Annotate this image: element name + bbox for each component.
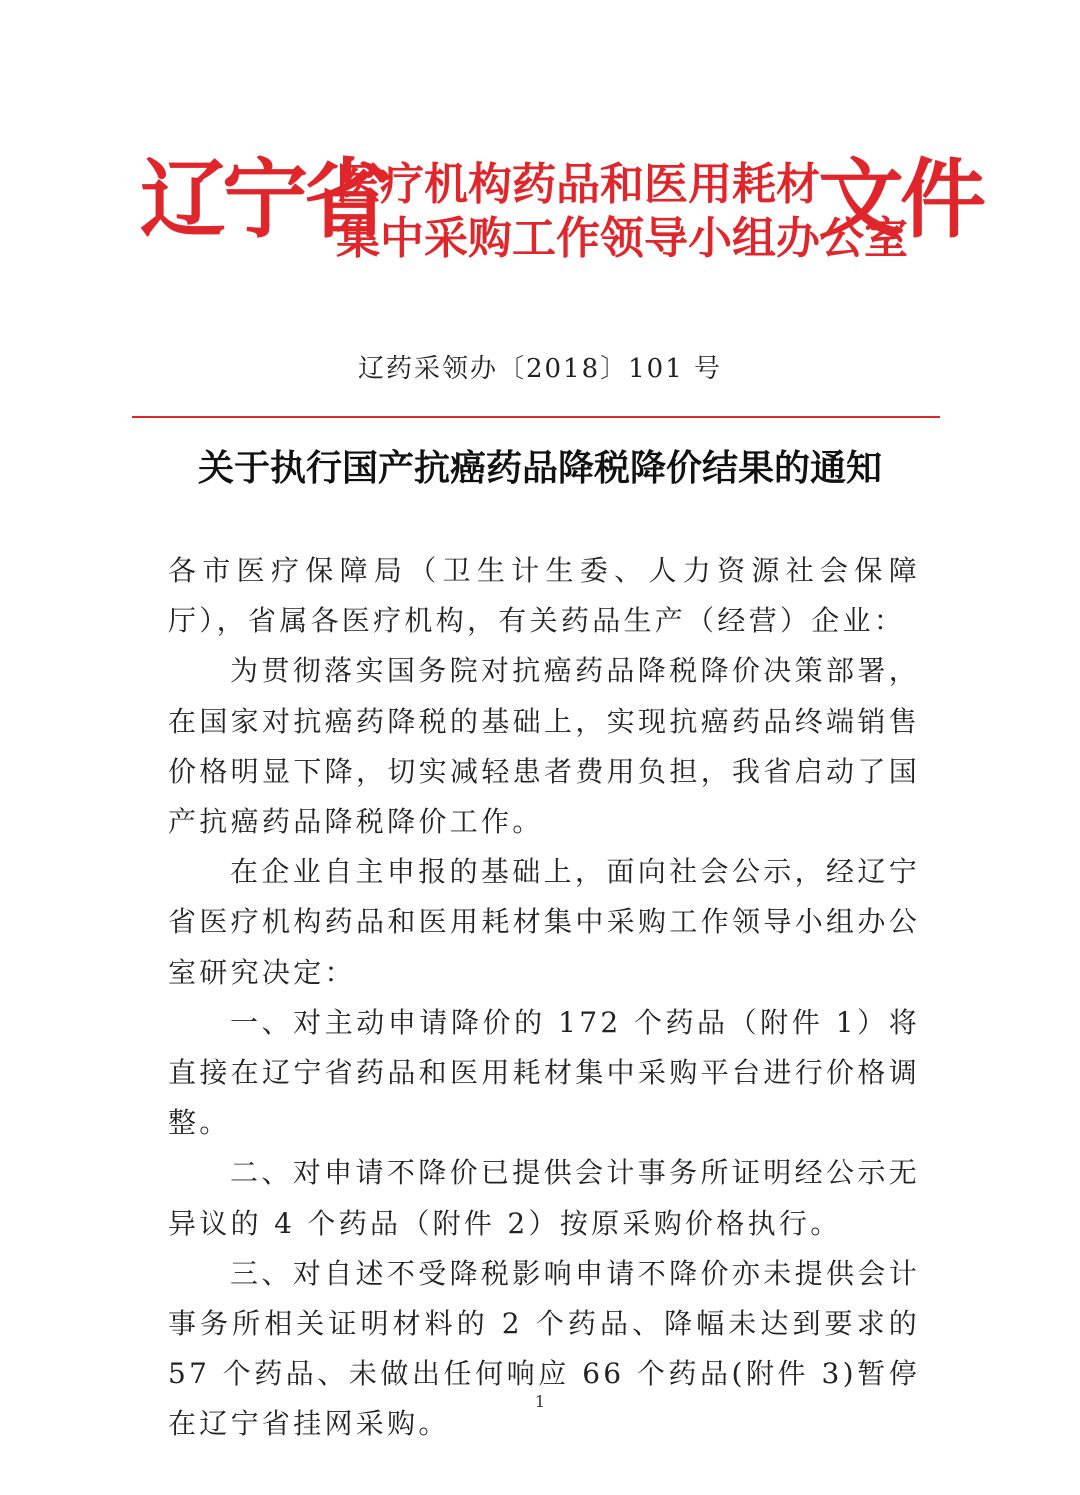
letterhead-province: 辽宁省 — [140, 149, 386, 250]
addressee-paragraph: 各市医疗保障局（卫生计生委、人力资源社会保障厅），省属各医疗机构，有关药品生产（经营）企业： — [168, 554, 920, 638]
page-number: 1 — [534, 1392, 546, 1411]
red-divider-line — [132, 416, 940, 418]
document-number: 辽药采领办〔2018〕101 号 — [357, 354, 723, 384]
decision-item-2: 二、对申请不降价已提供会计事务所证明经公示无异议的 4 个药品（附件 2）按原采购价格执行。 — [168, 1156, 920, 1240]
letterhead-agency-line2: 集中采购工作领导小组办公室 — [336, 213, 908, 264]
body-paragraph-1: 为贯彻落实国务院对抗癌药品降税降价决策部署，在国家对抗癌药降税的基础上，实现抗癌药品终端销售价格明显下降，切实减轻患者费用负担，我省启动了国产抗癌药品降税降价工作。 — [168, 654, 920, 839]
notice-body — [168, 546, 920, 1450]
notice-title: 关于执行国产抗癌药品降税降价结果的通知 — [197, 447, 882, 489]
decision-item-1: 一、对主动申请降价的 172 个药品（附件 1）将直接在辽宁省药品和医用耗材集中采购平台进行价格调整。 — [168, 1005, 920, 1140]
decision-item-3: 三、对自述不受降税影响申请不降价亦未提供会计事务所相关证明材料的 2 个药品、降幅未达到要求的 57 个药品、未做出任何响应 66 个药品(附件 3)暂停在辽宁省挂网采购。 — [168, 1256, 920, 1441]
letterhead-agency-line1: 医疗机构药品和医用耗材 — [336, 159, 820, 210]
body-paragraph-2: 在企业自主申报的基础上，面向社会公示，经辽宁省医疗机构药品和医用耗材集中采购工作领导小组办公室研究决定： — [168, 855, 920, 989]
letterhead-document-label: 文件 — [818, 149, 982, 250]
